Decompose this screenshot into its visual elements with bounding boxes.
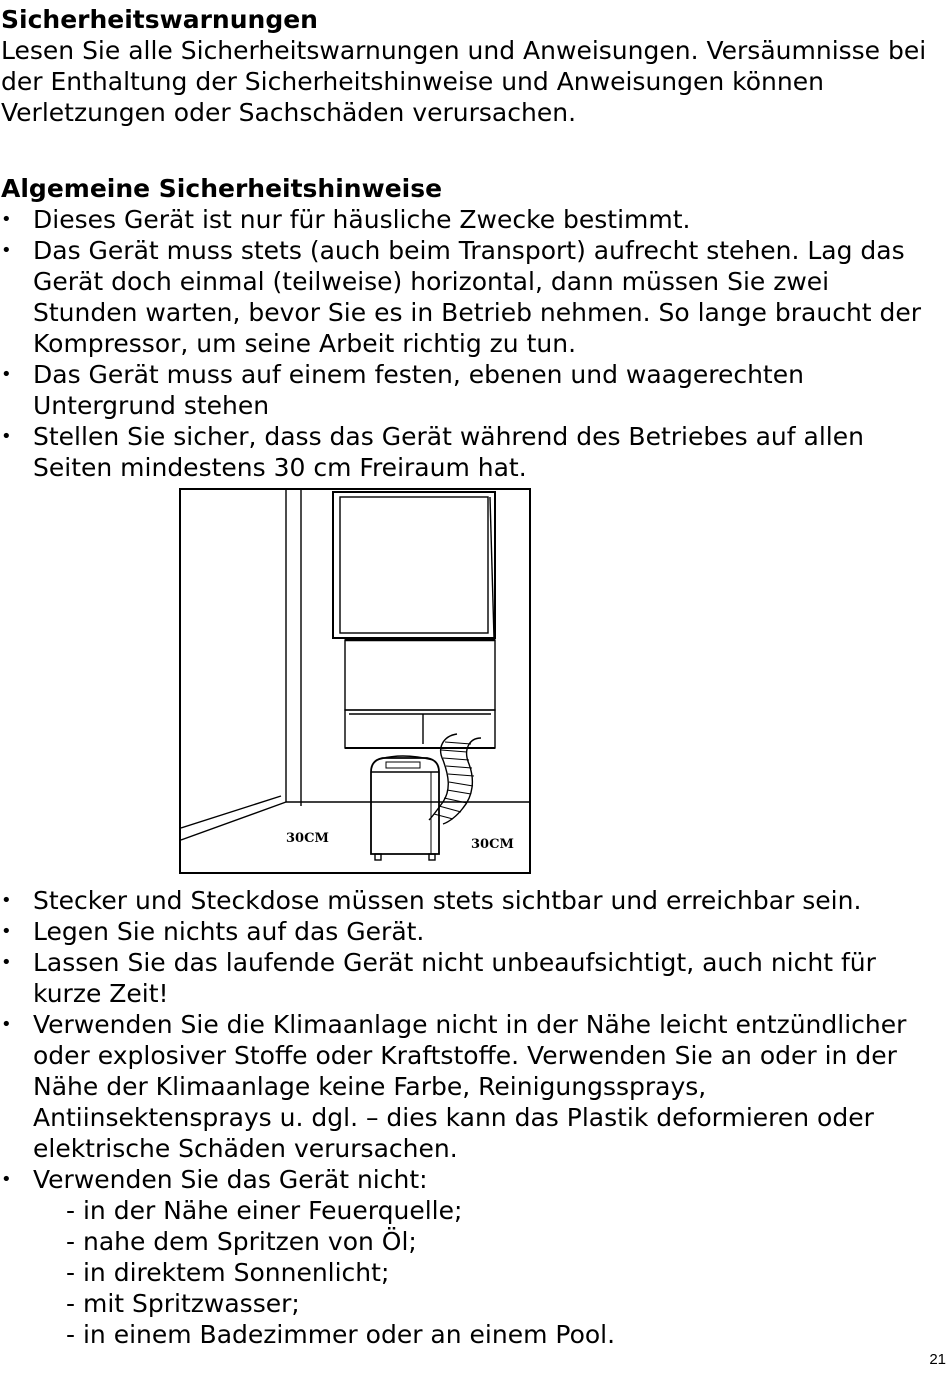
clearance-label-left: 30CM — [286, 831, 329, 846]
intro-line: der Enthaltung der Sicherheitshinweise und Anweisungen können — [1, 67, 824, 96]
clearance-label-right: 30CM — [471, 837, 514, 852]
intro-line: Lesen Sie alle Sicherheitswarnungen und Anweisungen. Versäumnisse bei — [1, 36, 927, 65]
list-item — [1, 916, 946, 947]
list-item-line: Dieses Gerät ist nur für häusliche Zwecke bestimmt. — [33, 205, 691, 234]
page-number: 21 — [929, 1351, 946, 1368]
general-safety-section — [1, 173, 946, 483]
sub-list-item: - in direktem Sonnenlicht; — [66, 1258, 390, 1287]
list-item-line: oder explosiver Stoffe oder Kraftstoffe. Verwenden Sie an oder in der — [33, 1041, 897, 1070]
list-item-line: Verwenden Sie die Klimaanlage nicht in der Nähe leicht entzündlicher — [33, 1010, 907, 1039]
list-item — [1, 359, 946, 421]
general-safety-section-continued — [1, 885, 946, 1350]
list-item-line: Lassen Sie das laufende Gerät nicht unbeaufsichtigt, auch nicht für — [33, 948, 876, 977]
list-item — [1, 885, 946, 916]
intro-line: Verletzungen oder Sachschäden verursachen. — [1, 98, 577, 127]
sub-list-item: - in einem Badezimmer oder an einem Pool. — [66, 1320, 616, 1349]
window-frame — [333, 492, 495, 638]
list-item — [1, 421, 946, 483]
bullet-icon: • — [1, 952, 12, 973]
section-heading: Algemeine Sicherheitshinweise — [1, 174, 443, 203]
floor-line — [181, 802, 286, 840]
list-item-line: Gerät doch einmal (teilweise) horizontal, dann müssen Sie zwei — [33, 267, 830, 296]
window-kit — [345, 710, 495, 748]
lower-sash — [345, 640, 495, 710]
list-item-line: Seiten mindestens 30 cm Freiraum hat. — [33, 453, 527, 482]
list-item-line: Legen Sie nichts auf das Gerät. — [33, 917, 425, 946]
list-item-line: Antiinsektensprays u. dgl. – dies kann das Plastik deformieren oder — [33, 1103, 874, 1132]
list-item-line: kurze Zeit! — [33, 979, 169, 1008]
list-item-line: Stellen Sie sicher, dass das Gerät während des Betriebes auf allen — [33, 422, 864, 451]
sub-list — [33, 1195, 946, 1350]
wheel — [429, 854, 435, 860]
sub-list-item: - nahe dem Spritzen von Öl; — [66, 1227, 417, 1256]
list-item-line: Stunden warten, bevor Sie es in Betrieb nehmen. So lange braucht der — [33, 298, 922, 327]
list-item-line: elektrische Schäden verursachen. — [33, 1134, 458, 1163]
list-item-line: Das Gerät muss stets (auch beim Transport) aufrecht stehen. Lag das — [33, 236, 905, 265]
bullet-list-top — [1, 204, 946, 483]
section-heading: Sicherheitswarnungen — [1, 5, 318, 34]
sub-list-item: - in der Nähe einer Feuerquelle; — [66, 1196, 463, 1225]
list-item-line: Untergrund stehen — [33, 391, 270, 420]
list-item-line: Verwenden Sie das Gerät nicht: — [33, 1165, 428, 1194]
bullet-icon: • — [1, 364, 12, 385]
bullet-icon: • — [1, 426, 12, 447]
list-item-line: Stecker und Steckdose müssen stets sichtbar und erreichbar sein. — [33, 886, 862, 915]
wheel — [375, 854, 381, 860]
bullet-icon: • — [1, 890, 12, 911]
list-item-line: Das Gerät muss auf einem festen, ebenen und waagerechten — [33, 360, 804, 389]
list-item — [1, 1164, 946, 1350]
sub-list-item: - mit Spritzwasser; — [66, 1289, 300, 1318]
bullet-icon: • — [1, 1169, 12, 1190]
window-edge — [490, 497, 494, 638]
bullet-icon: • — [1, 1014, 12, 1035]
list-item-line: Kompressor, um seine Arbeit richtig zu tun. — [33, 329, 577, 358]
illustration-svg — [181, 490, 529, 872]
air-conditioner-clearance-illustration — [179, 488, 531, 874]
window-pane — [340, 497, 488, 633]
bullet-icon: • — [1, 921, 12, 942]
bullet-icon: • — [1, 209, 12, 230]
bullet-list-bottom — [1, 885, 946, 1350]
list-item — [1, 1009, 946, 1164]
list-item — [1, 204, 946, 235]
bullet-icon: • — [1, 240, 12, 261]
list-item — [1, 235, 946, 359]
list-item-line: Nähe der Klimaanlage keine Farbe, Reinigungssprays, — [33, 1072, 707, 1101]
control-panel — [386, 762, 420, 768]
safety-warnings-section — [1, 4, 946, 128]
floor-line — [181, 796, 281, 828]
list-item — [1, 947, 946, 1009]
